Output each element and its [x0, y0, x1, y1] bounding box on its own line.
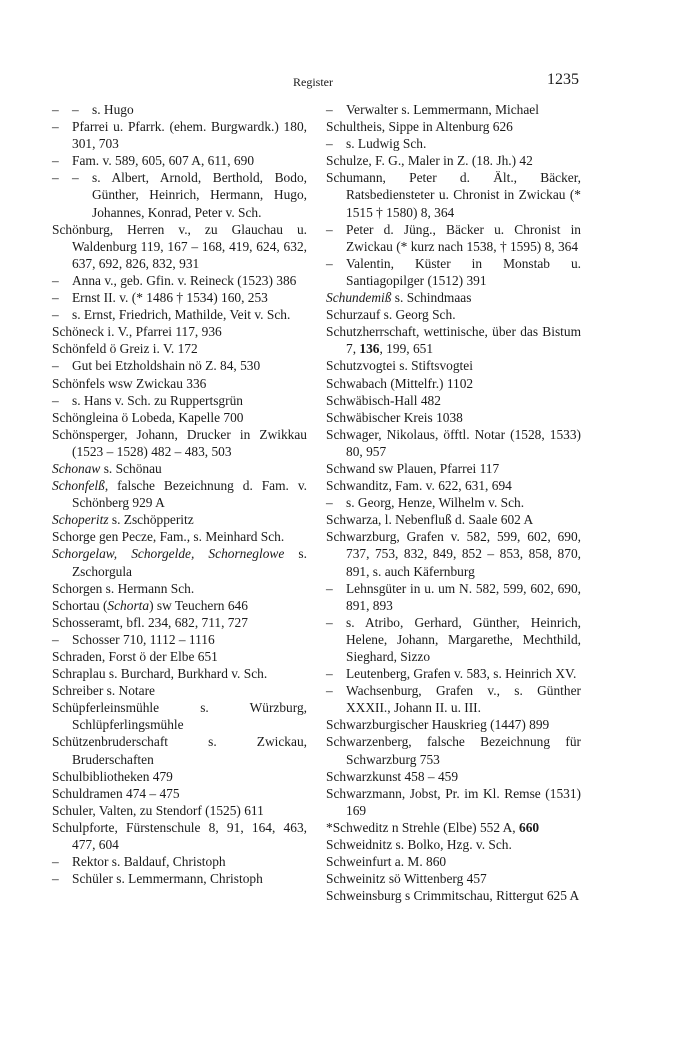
index-entry	[326, 716, 581, 733]
index-subentry	[52, 306, 307, 323]
entry-text: Schönburg, Herren v., zu Glauchau u. Waldenburg 119, 167 – 168, 419, 624, 632, 637, 692, 826, 832, 931	[52, 221, 307, 271]
dash-marker: –	[326, 255, 333, 271]
entry-text: s. Albert, Arnold, Berthold, Bodo, Günther, Heinrich, Hermann, Hugo, Johannes, Konrad, Peter v. Sch.	[92, 170, 307, 220]
index-entry	[326, 870, 581, 887]
entry-text: Schwarza, l. Nebenfluß d. Saale 602 A	[326, 512, 534, 528]
index-entry	[52, 665, 307, 682]
index-subentry	[52, 289, 307, 306]
entry-text: Schosseramt, bfl. 234, 682, 711, 727	[52, 614, 248, 630]
entry-text: Schwand sw Plauen, Pfarrei 117	[326, 460, 500, 476]
entry-text: Schwäbisch-Hall 482	[326, 392, 441, 408]
dash-marker: –	[52, 358, 59, 374]
index-entry	[52, 768, 307, 785]
index-column-right	[326, 101, 581, 904]
entry-text: Pfarrei u. Pfarrk. (ehem. Burgwardk.) 180, 301, 703	[72, 119, 307, 152]
index-entry	[52, 597, 307, 614]
dash-marker: –	[326, 102, 333, 117]
index-entry	[52, 614, 307, 631]
index-entry	[326, 118, 581, 135]
entry-text: Schüler s. Lemmermann, Christoph	[72, 871, 263, 887]
index-entry	[52, 426, 307, 460]
entry-text: Schwager, Nikolaus, öfftl. Notar (1528, 1533) 80, 957	[326, 426, 581, 459]
entry-text: Schwarzmann, Jobst, Pr. im Kl. Remse (1531) 169	[326, 785, 581, 818]
index-subentry	[326, 665, 581, 682]
entry-text: Schutzherrschaft, wettinische, über das Bistum 7, 136, 199, 651	[326, 324, 581, 357]
dash-marker: –	[52, 854, 59, 870]
index-entry	[52, 375, 307, 392]
index-entry	[326, 733, 581, 767]
entry-text: Rektor s. Baldauf, Christoph	[72, 854, 226, 870]
index-entry	[326, 477, 581, 494]
index-entry	[326, 169, 581, 220]
entry-text: Schreiber s. Notare	[52, 683, 155, 699]
index-subentry	[326, 101, 581, 118]
index-entry	[52, 340, 307, 357]
entry-text: Schwanditz, Fam. v. 622, 631, 694	[326, 478, 512, 494]
entry-text: Schweinsburg s Crimmitschau, Rittergut 625 A	[326, 888, 580, 904]
entry-text: Verwalter s. Lemmermann, Michael	[346, 102, 539, 117]
dash-marker: –	[52, 272, 59, 288]
index-entry	[326, 323, 581, 357]
index-entry	[326, 836, 581, 853]
dash-marker: –	[52, 153, 59, 169]
index-entry	[52, 528, 307, 545]
entry-text: Gut bei Etzholdshain nö Z. 84, 530	[72, 358, 261, 374]
dash-marker: –	[52, 290, 59, 306]
entry-text: Wachsenburg, Grafen v., s. Günther XXXII., Johann II. u. III.	[346, 683, 581, 716]
dash-marker: –	[52, 392, 59, 408]
entry-text: Schweinfurt a. M. 860	[326, 854, 447, 870]
index-subentry	[326, 580, 581, 614]
entry-text: Schuldramen 474 – 475	[52, 785, 180, 801]
entry-text: Schwarzkunst 458 – 459	[326, 768, 459, 784]
entry-text: Schwarzburg, Grafen v. 582, 599, 602, 690, 737, 753, 832, 849, 852 – 853, 858, 870, 891, s. auch Käfernburg	[326, 529, 581, 579]
index-entry	[326, 528, 581, 579]
entry-text: Schweidnitz s. Bolko, Hzg. v. Sch.	[326, 837, 512, 853]
entry-text: Schosser 710, 1112 – 1116	[72, 631, 215, 647]
entry-text: Schraden, Forst ö der Elbe 651	[52, 649, 218, 664]
index-subentry	[52, 853, 307, 870]
entry-text: Schumann, Peter d. Ält., Bäcker, Ratsbediensteter u. Chronist in Zwickau (* 1515 † 1580) 8, 364	[326, 170, 581, 220]
entry-text: Lehnsgüter in u. um N. 582, 599, 602, 690, 891, 893	[346, 580, 581, 613]
dash-marker: –	[326, 136, 333, 152]
index-entry	[52, 699, 307, 733]
entry-text: Schützenbruderschaft s. Zwickau, Bruderschaften	[52, 734, 307, 767]
dash-marker: – –	[52, 170, 79, 186]
dash-marker: –	[326, 614, 333, 630]
entry-text: Schulze, F. G., Maler in Z. (18. Jh.) 42	[326, 153, 533, 169]
index-entry	[326, 152, 581, 169]
index-entry	[52, 409, 307, 426]
index-entry	[326, 409, 581, 426]
index-column-left	[52, 101, 307, 887]
entry-text: Schwarzburgischer Hauskrieg (1447) 899	[326, 717, 550, 733]
dash-marker: –	[326, 683, 333, 699]
entry-text: s. Georg, Henze, Wilhelm v. Sch.	[346, 495, 525, 511]
index-entry	[326, 289, 581, 306]
index-entry	[326, 511, 581, 528]
dash-marker: –	[326, 495, 333, 511]
index-entry	[326, 426, 581, 460]
index-entry	[52, 221, 307, 272]
entry-text: Schwäbischer Kreis 1038	[326, 409, 463, 425]
entry-text: Schurzauf s. Georg Sch.	[326, 307, 456, 323]
index-entry	[52, 682, 307, 699]
entry-text: Schorge gen Pecze, Fam., s. Meinhard Sch.	[52, 529, 285, 545]
index-entry	[52, 802, 307, 819]
entry-text: Schönfels wsw Zwickau 336	[52, 375, 207, 391]
index-entry	[52, 785, 307, 802]
index-entry	[326, 785, 581, 819]
entry-text: Schuler, Valten, zu Stendorf (1525) 611	[52, 802, 264, 818]
entry-text: Schönfeld ö Greiz i. V. 172	[52, 341, 198, 357]
index-subentry	[52, 272, 307, 289]
entry-text: Schweinitz sö Wittenberg 457	[326, 871, 487, 887]
entry-text: Schoperitz s. Zschöpperitz	[52, 512, 194, 528]
index-subentry	[326, 614, 581, 665]
entry-text: Schöneck i. V., Pfarrei 117, 936	[52, 324, 222, 340]
index-entry	[52, 648, 307, 665]
index-subentry	[52, 101, 307, 118]
index-entry	[52, 545, 307, 579]
dash-marker: –	[52, 871, 59, 887]
index-subentry	[52, 169, 307, 220]
index-entry	[52, 580, 307, 597]
index-entry	[52, 511, 307, 528]
index-entry	[326, 392, 581, 409]
page-number: 1235	[547, 71, 579, 88]
entry-text: Schultheis, Sippe in Altenburg 626	[326, 119, 513, 135]
index-subentry	[326, 135, 581, 152]
entry-text: Schutzvogtei s. Stiftsvogtei	[326, 358, 473, 374]
index-entry	[52, 733, 307, 767]
entry-text: Valentin, Küster in Monstab u. Santiagopilger (1512) 391	[346, 255, 581, 288]
entry-text: Schorgelaw, Schorgelde, Schorneglowe s. Zschorgula	[52, 546, 307, 579]
entry-text: Schundemiß s. Schindmaas	[326, 290, 472, 306]
dash-marker: –	[52, 307, 59, 323]
index-subentry	[52, 357, 307, 374]
entry-text: Anna v., geb. Gfin. v. Reineck (1523) 386	[72, 272, 297, 288]
dash-marker: –	[326, 580, 333, 596]
index-entry	[326, 357, 581, 374]
entry-text: Schulbibliotheken 479	[52, 768, 173, 784]
entry-text: Schraplau s. Burchard, Burkhard v. Sch.	[52, 666, 268, 682]
index-entry	[326, 768, 581, 785]
dash-marker: –	[326, 666, 333, 682]
entry-text: s. Ludwig Sch.	[346, 136, 427, 152]
entry-text: Schönsperger, Johann, Drucker in Zwikkau (1523 – 1528) 482 – 483, 503	[52, 426, 307, 459]
entry-text: s. Ernst, Friedrich, Mathilde, Veit v. Sch.	[72, 307, 291, 323]
index-subentry	[52, 118, 307, 152]
index-entry	[326, 306, 581, 323]
index-subentry	[52, 870, 307, 887]
entry-text: Schorgen s. Hermann Sch.	[52, 580, 195, 596]
index-subentry	[52, 392, 307, 409]
dash-marker: – –	[52, 102, 79, 117]
entry-text: Schonfelß, falsche Bezeichnung d. Fam. v. Schönberg 929 A	[52, 478, 307, 511]
index-entry	[52, 460, 307, 477]
index-entry	[52, 477, 307, 511]
index-entry	[326, 460, 581, 477]
index-subentry	[326, 494, 581, 511]
index-entry	[326, 853, 581, 870]
index-subentry	[326, 682, 581, 716]
index-entry	[52, 323, 307, 340]
entry-text: Ernst II. v. (* 1486 † 1534) 160, 253	[72, 290, 268, 306]
entry-text: Schwabach (Mittelfr.) 1102	[326, 375, 474, 391]
entry-text: Schöngleina ö Lobeda, Kapelle 700	[52, 409, 244, 425]
entry-text: s. Atribo, Gerhard, Günther, Heinrich, Helene, Johann, Margarethe, Mechthild, Sieghard, Sizzo	[346, 614, 581, 664]
entry-text: Fam. v. 589, 605, 607 A, 611, 690	[72, 153, 255, 169]
entry-text: *Schweditz n Strehle (Elbe) 552 A, 660	[326, 819, 540, 835]
entry-text: Leutenberg, Grafen v. 583, s. Heinrich XV.	[346, 666, 577, 682]
header-title: Register	[293, 75, 333, 89]
dash-marker: –	[52, 119, 59, 135]
index-subentry	[52, 152, 307, 169]
dash-marker: –	[326, 221, 333, 237]
entry-text: Peter d. Jüng., Bäcker u. Chronist in Zwickau (* kurz nach 1538, † 1595) 8, 364	[346, 221, 581, 254]
entry-text: Schwarzenberg, falsche Bezeichnung für Schwarzburg 753	[326, 734, 581, 767]
entry-text: s. Hugo	[92, 102, 134, 117]
dash-marker: –	[52, 631, 59, 647]
index-entry	[52, 819, 307, 853]
index-subentry	[326, 221, 581, 255]
index-entry	[326, 887, 581, 904]
index-subentry	[326, 255, 581, 289]
entry-text: Schonaw s. Schönau	[52, 460, 162, 476]
index-entry	[326, 819, 581, 836]
entry-text: Schüpferleinsmühle s. Würzburg, Schlüpferlingsmühle	[52, 700, 307, 733]
entry-text: s. Hans v. Sch. zu Ruppertsgrün	[72, 392, 243, 408]
entry-text: Schortau (Schorta) sw Teuchern 646	[52, 597, 248, 613]
entry-text: Schulpforte, Fürstenschule 8, 91, 164, 463, 477, 604	[52, 819, 307, 853]
index-subentry	[52, 631, 307, 648]
index-entry	[326, 375, 581, 392]
